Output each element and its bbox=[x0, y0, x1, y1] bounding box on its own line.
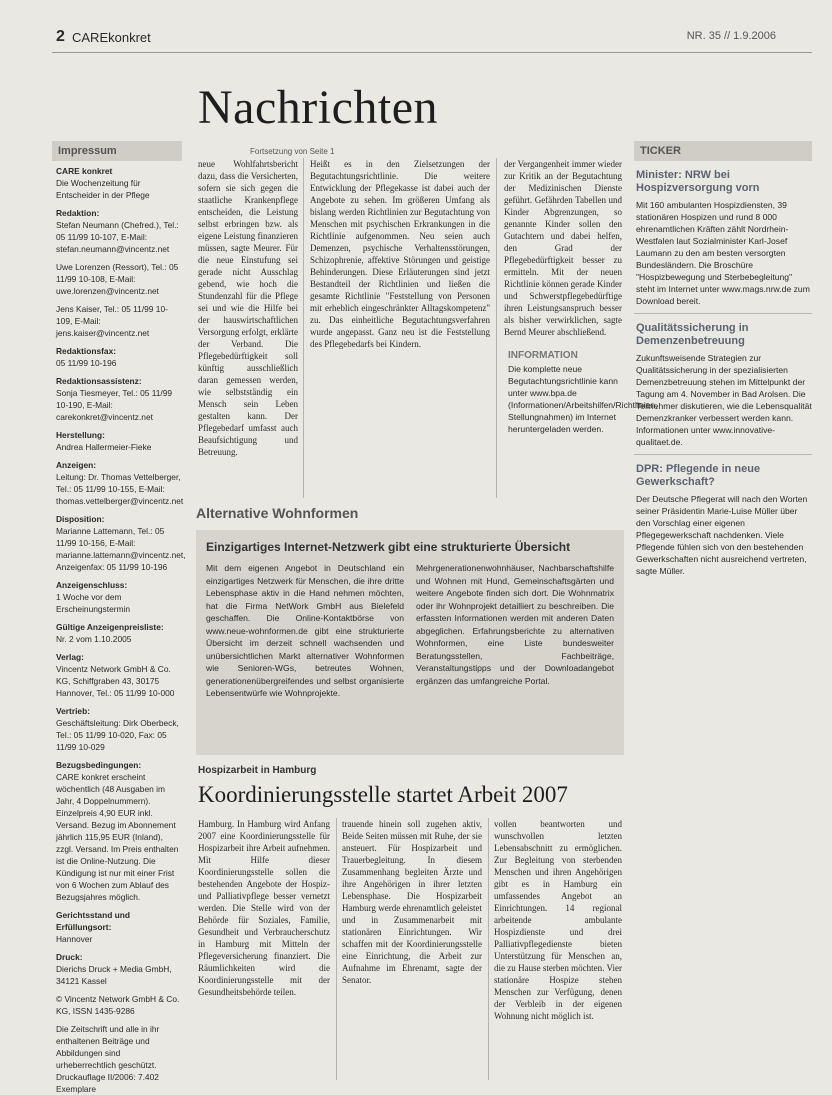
impressum-text: 1 Woche vor dem Erscheinungstermin bbox=[56, 592, 131, 614]
impressum-block bbox=[56, 207, 182, 255]
impressum-block bbox=[56, 303, 182, 339]
page-title: Nachrichten bbox=[198, 81, 439, 134]
impressum-text: 05 11/99 10-196 bbox=[56, 358, 117, 368]
impressum-label: Redaktionsassistenz: bbox=[56, 376, 142, 386]
main-article-col2: Heißt es in den Zielsetzungen der Begutachtungsrichtlinie. Die weitere Entwicklung der Pflegekasse ist dabei auch der Angebote zu sehen. Im größeren Umfang als bislang werden Richtlinien zur Begutachtung von Menschen mit psychischen Erkrankungen in die Richtlinie aufgenommen. Neu seien auch Demenzen, psychische Verhaltensstörungen, Schizophrenie, affektive Störungen und geistige Behinderungen. Diese Erläuterungen sind jetzt Bestandteil der Richtlinien und ließen die gesamte Richtlinie "Feststellung von Personen mit erheblich eingeschränkter Alltagskompetenz" zu. Das einheitliche Begutachtungsverfahren wurde angepasst. Ganz neu ist die Feststellung des Pflegebedarfs bei Kindern. bbox=[310, 159, 490, 349]
impressum-block bbox=[56, 513, 186, 573]
column-divider bbox=[488, 818, 489, 1080]
header-rule bbox=[52, 52, 812, 53]
wohnformen-col2: Mehrgenerationenwohnhäuser, Nachbarschaftshilfe und Wohnen mit Hund, Gemeinschaftsgärten und weitere Angebote finden sich dort. Die Wohnmatrix oder ihr Wohnprojekt detailliert zu beschreiben. Die erfassten Informationen werden mit anderen Daten abgeglichen. Erfahrungsberichte zu alternativen Wohnformen, eine Liste bundesweiter Beratungsstellen, Fachbeiträge, Veranstaltungstipps und der Downloadangebot ergänzen das umfangreiche Portal. bbox=[416, 563, 614, 686]
hospiz-headline: Koordinierungsstelle startet Arbeit 2007 bbox=[198, 782, 568, 807]
ticker-heading: TICKER bbox=[634, 141, 812, 161]
impressum-text: Dierichs Druck + Media GmbH, 34121 Kassel bbox=[56, 964, 172, 986]
impressum-text: Die Wochenzeitung für Entscheider in der Pflege bbox=[56, 178, 150, 200]
ticker-item-title: Minister: NRW bei Hospizversorgung vorn bbox=[636, 169, 760, 194]
impressum-text: Sonja Tiesmeyer, Tel.: 05 11/99 10-190, E-Mail: carekonkret@vincentz.net bbox=[56, 388, 173, 422]
column-divider bbox=[336, 818, 337, 1080]
info-title: INFORMATION bbox=[508, 350, 578, 361]
impressum-block bbox=[56, 345, 182, 369]
impressum-text: Vincentz Network GmbH & Co. KG, Schiffgraben 43, 30175 Hannover, Tel.: 05 11/99 10-000 bbox=[56, 664, 175, 698]
impressum-text: Leitung: Dr. Thomas Vettelberger, Tel.: 05 11/99 10-155, E-Mail: thomas.vettelberger@vincentz.net bbox=[56, 472, 184, 506]
impressum-text: CARE konkret erscheint wöchentlich (48 Ausgaben im Jahr, 4 Doppelnummern). Einzelpreis 4,90 EUR inkl. Versand. Bezug im Abonnement jährlich 115,95 EUR (Inland), zzgl. Versand. Im Preis enthalten ist die Online-Nutzung. Die Kündigung ist nur mit einer Frist von 6 Wochen zum Ablauf des Bezugsjahres möglich. bbox=[56, 772, 179, 902]
ticker-separator bbox=[634, 454, 812, 455]
main-article-col3: der Vergangenheit immer wieder zur Kritik an der Begutachtung der Medizinischen Dienste geführt. Gefährden Tabellen und Kinder Abgrenzungen, so genannte Kinder sollen den Gutachtern und dabei helfen, den Grad der Pflegebedürftigkeit besser zu ermitteln. Mit der neuen Richtlinie können gerade Kinder und Schwerstpflegebedürftige ihren Leistungsanspruch besser als bisher verwirklichen, sagte Bernd Meurer abschließend. bbox=[504, 159, 622, 337]
impressum-block bbox=[56, 459, 182, 507]
hospiz-col3: vollen beantworten und wunschvollen letzten Lebensabschnitt zu ermöglichen. Zur Begleitung von sterbenden Menschen und ihren Angehörigen gibt es in Hamburg ein umfassendes Angebot an Einrichtungen. 14 regional arbeitende ambulante Hospizdienste und drei Palliativpflegedienste bieten Unterstützung für Menschen an, die zu Hause sterben möchten. Vier stationäre Hospize stehen Menschen zur Verfügung, denen der Verbleib in der eigenen Wohnung nicht möglich ist. bbox=[494, 819, 622, 1021]
ticker-item-text: Der Deutsche Pflegerat will nach den Worten seiner Präsidentin Marie-Luise Müller über den Vorschlag einer eigenen Pflegegewerkschaft nachdenken. Viele Pflegende fühlen sich von den bestehenden Gewerkschaften nicht ausreichend vertreten, sagte Müller. bbox=[636, 494, 808, 576]
ticker-item-title: DPR: Pflegende in neue Gewerkschaft? bbox=[636, 463, 761, 488]
impressum-label: Disposition: bbox=[56, 514, 105, 524]
impressum-block bbox=[56, 621, 182, 645]
impressum-block bbox=[56, 705, 182, 753]
impressum-label: Verlag: bbox=[56, 652, 84, 662]
impressum-text: Jens Kaiser, Tel.: 05 11/99 10-109, E-Mail: jens.kaiser@vincentz.net bbox=[56, 304, 168, 338]
impressum-text: Geschäftsleitung: Dirk Oberbeck, Tel.: 05 11/99 10-020, Fax: 05 11/99 10-029 bbox=[56, 718, 179, 752]
impressum-block bbox=[56, 429, 182, 453]
impressum-block bbox=[56, 951, 182, 987]
ticker-column bbox=[634, 141, 812, 1081]
impressum-column bbox=[52, 141, 186, 1094]
impressum-block bbox=[56, 909, 182, 945]
continued-label: Fortsetzung von Seite 1 bbox=[250, 147, 335, 156]
impressum-heading: Impressum bbox=[52, 141, 182, 161]
wohnformen-title: Einzigartiges Internet-Netzwerk gibt eine strukturierte Übersicht bbox=[206, 540, 571, 554]
impressum-block bbox=[56, 759, 182, 903]
impressum-label: Redaktionsfax: bbox=[56, 346, 117, 356]
ticker-item-text: Zukunftsweisende Strategien zur Qualitätssicherung in der spezialisierten Demenzbetreuung stehen im Mittelpunkt der Tagung am 4. November in Bad Arolsen. Die Teilnehmer diskutieren, wie die Lebensqualität Demenzkranker verbessert werden kann. Informationen unter www.innovative-qualitaet.de. bbox=[636, 353, 812, 447]
impressum-text: Die Zeitschrift und alle in ihr enthaltenen Beiträge und Abbildungen sind urheberrechtlich geschützt. Druckauflage II/2006: 7.402 Exemplare bbox=[56, 1024, 160, 1094]
impressum-block bbox=[56, 165, 182, 201]
impressum-text: Andrea Hallermeier-Fieke bbox=[56, 442, 152, 452]
impressum-label: Herstellung: bbox=[56, 430, 105, 440]
column-divider bbox=[496, 158, 497, 498]
impressum-block bbox=[56, 261, 182, 297]
impressum-text: © Vincentz Network GmbH & Co. KG, ISSN 1435-9286 bbox=[56, 994, 180, 1016]
impressum-text: Stefan Neumann (Chefred.), Tel.: 05 11/99 10-107, E-Mail: stefan.neumann@vincentz.net bbox=[56, 220, 179, 254]
issue-date: NR. 35 // 1.9.2006 bbox=[686, 30, 776, 42]
impressum-text: Hannover bbox=[56, 934, 93, 944]
ticker-items bbox=[634, 169, 812, 577]
impressum-text: Marianne Lattemann, Tel.: 05 11/99 10-156, E-Mail: marianne.lattemann@vincentz.net, Anzeigenfax: 05 11/99 10-196 bbox=[56, 526, 186, 572]
ticker-item-title: Qualitätssicherung in Demenzenbetreuung bbox=[636, 322, 749, 347]
impressum-label: Anzeigenschluss: bbox=[56, 580, 128, 590]
information-box bbox=[508, 350, 658, 435]
info-text: Die komplette neue Begutachtungsrichtlinie kann unter www.bpa.de (Informationen/Arbeitshilfen/Richtlinien, Stellungnahmen) im Internet heruntergeladen werden. bbox=[508, 364, 658, 434]
page-number: 2 bbox=[56, 28, 65, 45]
impressum-label: Redaktion: bbox=[56, 208, 100, 218]
ticker-item-text: Mit 160 ambulanten Hospizdiensten, 39 stationären Hospizen und rund 8 000 ehrenamtlichen Kräften zählt Nordrhein-Westfalen laut Sozialminister Karl-Josef Laumann zu den am besten versorgten Bundesländern. Die Broschüre "Hospizbewegung und Sterbebegleitung" steht im Internet unter www.mags.nrw.de zum Download bereit. bbox=[636, 200, 810, 306]
impressum-block bbox=[56, 651, 182, 699]
impressum-label: Vertrieb: bbox=[56, 706, 90, 716]
ticker-separator bbox=[634, 313, 812, 314]
publication-name: CAREkonkret bbox=[72, 30, 151, 45]
impressum-label: Gültige Anzeigenpreisliste: bbox=[56, 622, 164, 632]
wohnformen-col1: Mit dem eigenen Angebot in Deutschland ein einzigartiges Netzwerk für Menschen, die ihre dritte Lebensphase aktiv in die Hand nehmen möchten, hat die Firma NetWork GmbH aus Bielefeld geschaffen. Die Online-Kontaktbörse von www.neue-wohnformen.de gibt eine strukturierte Übersicht im derzeit schnell wachsenden und unübersichtlichen Markt alternativer Wohnformen wie Senioren-WGs, betreutes Wohnen, generationenübergreifendes und selbst organisierte Lebensentwürfe wie Wohnprojekte. bbox=[206, 563, 404, 698]
impressum-block bbox=[56, 1023, 182, 1095]
main-article-col1: neue Wohlfahrtsbericht dazu, dass die Versicherten, sofern sie sich gegen die staatliche Krankenpflege entscheiden, die Leistung selbst erbringen bzw. als eigene Leistung finanzieren müssen, sagte Meurer. Für die neue Einstufung sei gerade nicht Ausschlag gebend, wie hoch die Stundenzahl für die Pflege sei und wie die Hilfe bei der hauswirtschaftlichen Versorgung erfolgt, erklärte der Verband. Die Pflegebedürftigkeit soll künftig ausschließlich daran gemessen werden, wie selbstständig ein Mensch sein Leben gestalten kann. Der Pflegebedarf umfasst auch Beaufsichtigung und Betreuung. bbox=[198, 159, 298, 457]
hospiz-col1: Hamburg. In Hamburg wird Anfang 2007 eine Koordinierungsstelle für Hospizarbeit ihre Arbeit aufnehmen. Mit Hilfe dieser Koordinierungsstelle sollen die bestehenden Angebote der Hospiz- und Palliativpflege besser vernetzt werden. Die Stelle wird von der Behörde für Soziales, Familie, Gesundheit und Verbraucherschutz in Hamburg mit Mitteln der Pflegeversicherung finanziert. Die Räumlichkeiten wird die Koordinierungsstelle mit der Gesundheitsbehörde teilen. bbox=[198, 819, 330, 997]
impressum-label: Gerichtsstand und Erfüllungsort: bbox=[56, 910, 130, 932]
impressum-label: Druck: bbox=[56, 952, 83, 962]
column-divider bbox=[303, 158, 304, 498]
impressum-blocks bbox=[52, 165, 186, 1095]
impressum-block bbox=[56, 375, 182, 423]
impressum-label: Anzeigen: bbox=[56, 460, 97, 470]
hospiz-col2: trauende hinein soll zugehen aktiv, Beide Seiten müssen mit Ruhe, der sie ansteuert. Für Hospizarbeit und Trauerbegleitung. In diesem Zusammenhang begleiten Ärzte und ihre Angehörigen in ihrer letzten Lebensphase. Die Hospizarbeit Hamburg werde ehrenamtlich geleistet und in Zusammenarbeit mit stationären Einrichtungen. Wir schaffen mit der Koordinierungsstelle eine Einrichtung, die Arbeit zur Aufnahme im Ehrenamt, sagte der Senator. bbox=[342, 819, 482, 985]
impressum-text: Nr. 2 vom 1.10.2005 bbox=[56, 634, 132, 644]
impressum-label: Bezugsbedingungen: bbox=[56, 760, 142, 770]
wohnformen-section-label: Alternative Wohnformen bbox=[196, 505, 359, 521]
impressum-block bbox=[56, 993, 182, 1017]
impressum-label: CARE konkret bbox=[56, 166, 113, 176]
impressum-text: Uwe Lorenzen (Ressort), Tel.: 05 11/99 10-108, E-Mail: uwe.lorenzen@vincentz.net bbox=[56, 262, 179, 296]
impressum-block bbox=[56, 579, 182, 615]
hospiz-kicker: Hospizarbeit in Hamburg bbox=[198, 765, 317, 776]
